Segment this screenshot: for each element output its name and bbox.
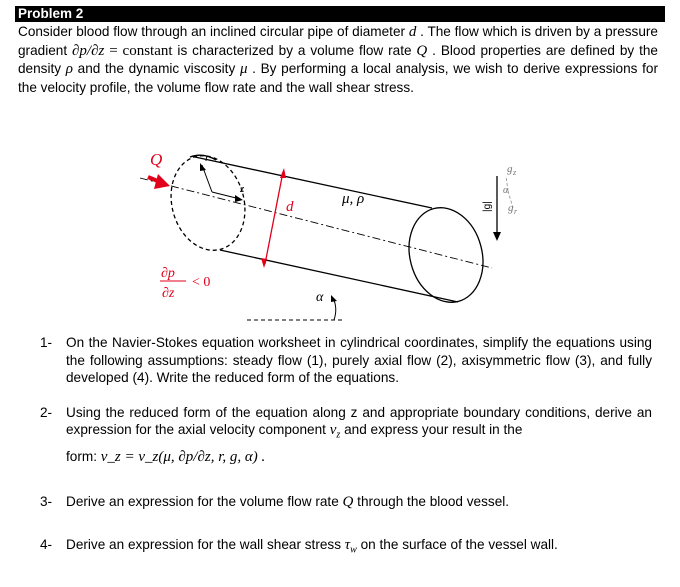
z-axis-label: z bbox=[240, 183, 245, 195]
question-text-cont: and express your result in the bbox=[340, 422, 523, 437]
question-number: 3- bbox=[40, 493, 53, 509]
symbol-tau-subscript: w bbox=[350, 544, 357, 556]
r-axis-arrow bbox=[200, 163, 212, 192]
inclined-pipe-figure bbox=[125, 140, 518, 322]
symbol-vz-subscript: z bbox=[336, 429, 341, 441]
gr-label: g bbox=[508, 202, 514, 214]
problem-title: Problem 2 bbox=[15, 6, 665, 22]
problem-statement bbox=[18, 23, 658, 96]
question-text: Derive an expression for the volume flow rate bbox=[66, 493, 343, 509]
dz-denominator: ∂z bbox=[162, 286, 175, 301]
pipe-outlet-ellipse bbox=[399, 199, 493, 310]
intro-text-1: Consider blood flow through an inclined circular pipe of diameter bbox=[18, 24, 409, 39]
question-4 bbox=[40, 536, 652, 559]
symbol-rho: ρ bbox=[65, 61, 73, 78]
gravity-vector bbox=[493, 176, 501, 241]
symbol-mu: μ bbox=[239, 61, 248, 78]
intro-text-6: . By performing a local analysis, we wish to derive expressions for the velocity profile, the volume flow rate and the wall shear stress. bbox=[18, 61, 658, 95]
form-line bbox=[66, 448, 652, 467]
intro-text-4: . Blood properties are defined by the density bbox=[18, 42, 658, 77]
symbol-d: d bbox=[408, 24, 417, 40]
flow-rate-label: Q bbox=[150, 150, 163, 169]
angle-arc-arrowhead bbox=[331, 295, 337, 302]
pipe-top-edge bbox=[195, 157, 432, 208]
form-expression: v_z = v_z(μ, ∂p/∂z, r, g, α) . bbox=[100, 449, 266, 466]
r-axis-label: r bbox=[205, 152, 210, 164]
gz-label: g bbox=[507, 163, 513, 175]
question-1 bbox=[40, 334, 652, 387]
fluid-properties-label: μ, ρ bbox=[342, 191, 365, 207]
pipe-bottom-edge bbox=[220, 250, 458, 302]
intro-text-3: is characterized by a volume flow rate bbox=[172, 42, 417, 58]
z-axis-arrow bbox=[212, 192, 243, 202]
gr-subscript: r bbox=[514, 207, 518, 216]
inclination-angle-label: α bbox=[316, 290, 324, 305]
question-number: 2- bbox=[40, 404, 53, 420]
diameter-arrow bbox=[261, 168, 286, 268]
pipe-centerline bbox=[140, 178, 492, 268]
question-list bbox=[40, 334, 652, 559]
symbol-dpdz: ∂p/∂z bbox=[72, 42, 105, 59]
pressure-gradient-label bbox=[160, 266, 210, 301]
question-2 bbox=[40, 404, 652, 467]
question-text-cont: on the surface of the vessel wall. bbox=[356, 537, 558, 553]
symbol-constant: = constant bbox=[104, 42, 173, 59]
intro-text-5: and the dynamic viscosity bbox=[72, 61, 240, 77]
question-3 bbox=[40, 493, 652, 512]
gravity-angle-label: α bbox=[503, 185, 509, 196]
gravity-components bbox=[503, 163, 518, 216]
less-than-zero: < 0 bbox=[192, 275, 211, 290]
symbol-tau: τ bbox=[344, 537, 351, 554]
symbol-Q: Q bbox=[342, 493, 354, 510]
pipe-inlet-ellipse bbox=[161, 147, 255, 258]
question-number: 1- bbox=[40, 335, 53, 350]
diameter-label: d bbox=[286, 199, 294, 215]
question-text: Derive an expression for the wall shear stress bbox=[66, 537, 345, 553]
symbol-vz: v bbox=[329, 422, 337, 438]
dp-numerator: ∂p bbox=[161, 266, 175, 281]
pipe bbox=[161, 147, 493, 310]
gravity-magnitude-label: |g| bbox=[482, 201, 493, 212]
inflow-arrow bbox=[148, 174, 170, 189]
question-number: 4- bbox=[40, 537, 53, 553]
question-text: Using the reduced form of the equation along z and appropriate boundary conditions, derive an expression for the axial velocity component bbox=[66, 404, 652, 437]
form-label: form: bbox=[66, 449, 101, 465]
question-text: On the Navier-Stokes equation worksheet in cylindrical coordinates, simplify the equations using the following assumptions: steady flow (1), purely axial flow (2), axisymmetric flow (3), and fully developed (4). Write the reduced form of the equations. bbox=[66, 335, 652, 385]
symbol-Q: Q bbox=[416, 42, 428, 59]
gz-subscript: z bbox=[513, 168, 517, 177]
question-text-cont: through the blood vessel. bbox=[353, 493, 510, 509]
intro-text-2: . The flow which is driven by a pressure gradient bbox=[18, 24, 658, 58]
